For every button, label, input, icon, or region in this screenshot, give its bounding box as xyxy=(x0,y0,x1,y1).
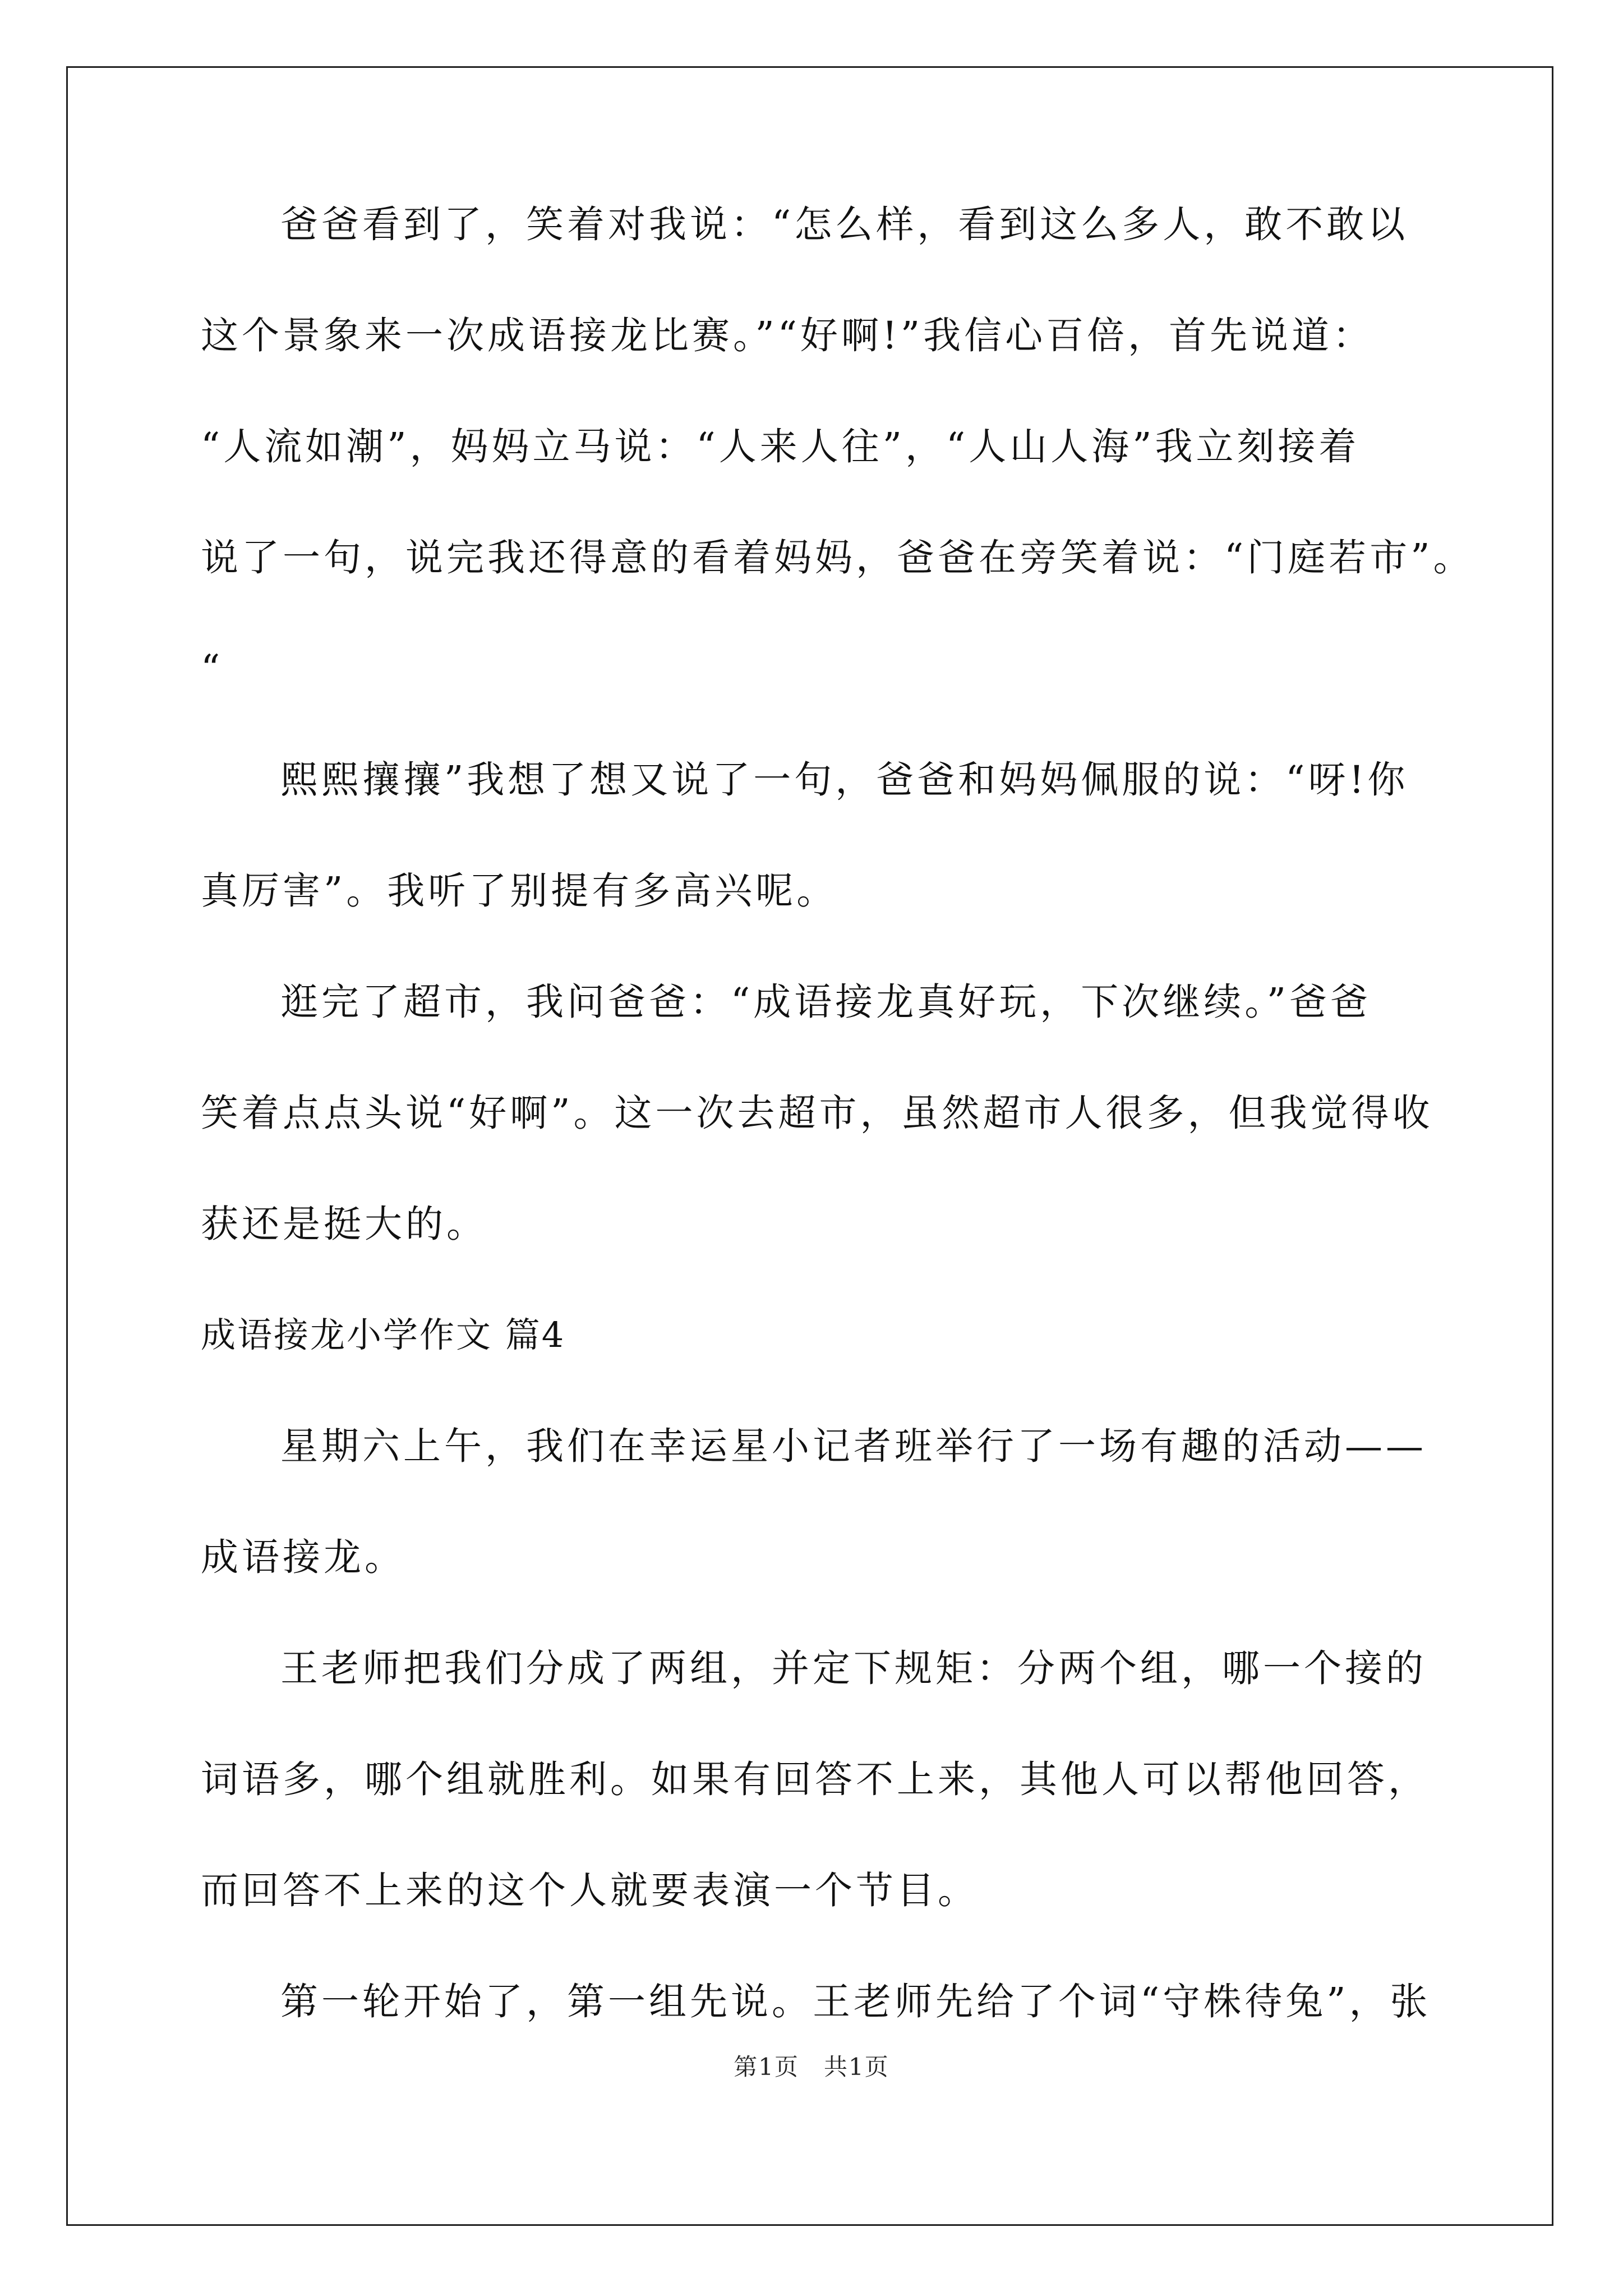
text-line: 星期六上午，我们在幸运星小记者班举行了一场有趣的活动—— xyxy=(280,1424,1427,1468)
text-line: 获还是挺大的。 xyxy=(201,1202,487,1246)
text-line: “ xyxy=(201,647,224,691)
text-line: 这个景象来一次成语接龙比赛。”“好啊!”我信心百倍，首先说道： xyxy=(201,314,1374,357)
page-footer: 第1页 共1页 xyxy=(734,2053,889,2081)
text-line: 词语多，哪个组就胜利。如果有回答不上来，其他人可以帮他回答， xyxy=(201,1757,1429,1801)
text-line: 逛完了超市，我问爸爸：“成语接龙真好玩，下次继续。”爸爸 xyxy=(280,980,1372,1024)
text-line: 爸爸看到了，笑着对我说：“怎么样，看到这么多人，敢不敢以 xyxy=(280,203,1409,246)
text-line: 成语接龙。 xyxy=(201,1535,405,1579)
text-line: 说了一句，说完我还得意的看着妈妈，爸爸在旁笑着说：“门庭若市”。 xyxy=(201,536,1474,579)
text-line: 而回答不上来的这个人就要表演一个节目。 xyxy=(201,1869,979,1912)
text-line: 王老师把我们分成了两组，并定下规矩：分两个组，哪一个接的 xyxy=(280,1646,1427,1690)
text-line: 熙熙攘攘”我想了想又说了一句，爸爸和妈妈佩服的说：“呀!你 xyxy=(280,758,1409,802)
text-line: 笑着点点头说“好啊”。这一次去超市，虽然超市人很多，但我觉得收 xyxy=(201,1091,1433,1135)
document-body xyxy=(201,202,1491,2090)
text-line: 真厉害”。我听了别提有多高兴呢。 xyxy=(201,869,838,913)
text-line: “人流如潮”，妈妈立马说：“人来人往”，“人山人海”我立刻接着 xyxy=(201,425,1360,468)
section-heading: 成语接龙小学作文 篇4 xyxy=(201,1314,566,1355)
text-line: 第一轮开始了，第一组先说。王老师先给了个词“守株待兔”，张 xyxy=(280,1980,1431,2023)
